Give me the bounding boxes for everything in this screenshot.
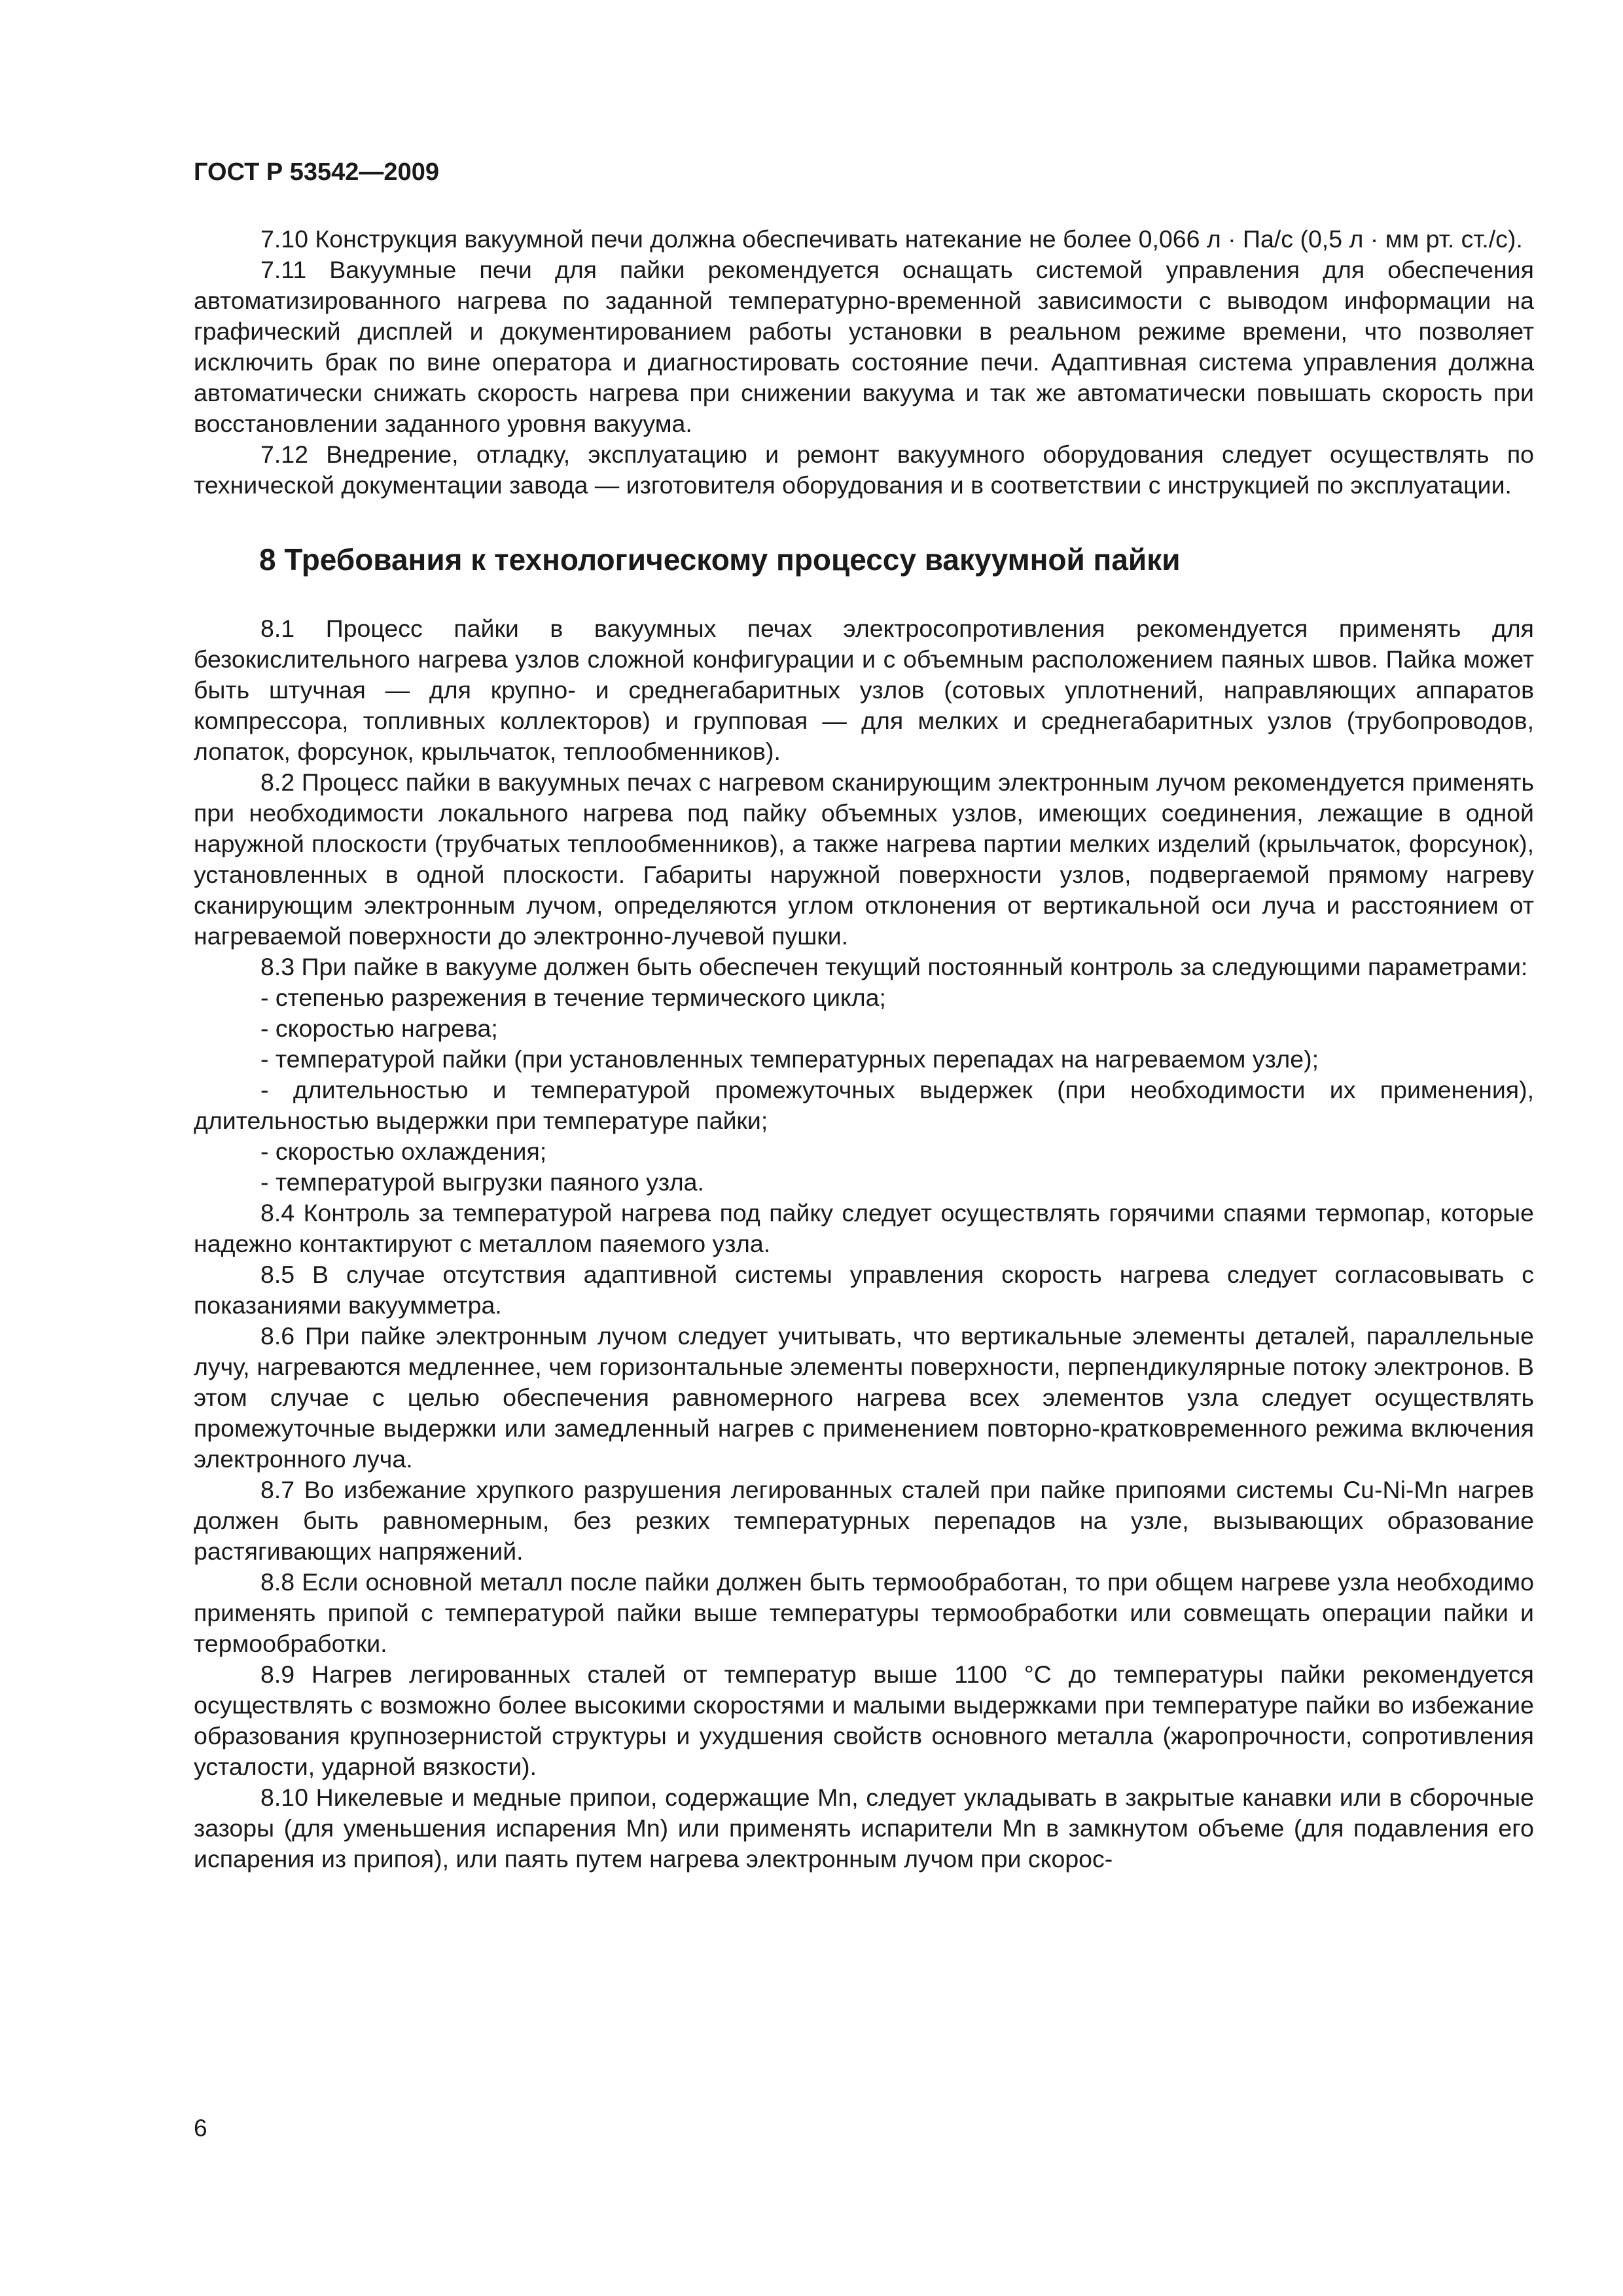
section-8-title: 8 Требования к технологическому процессу вакуумной пайки [259, 543, 1181, 577]
paragraph-8-8: 8.8 Если основной металл после пайки должен быть термообработан, то при общем нагреве узла необходимо применять припой с температурой пайки выше температуры термообработки или совмещать операции пайки и термообработки. [194, 1568, 1534, 1657]
paragraph-8-6: 8.6 При пайке электронным лучом следует учитывать, что вертикальные элементы деталей, параллельные лучу, нагреваются медленнее, чем горизонтальные элементы поверхности, перпендикулярные потоку электронов. В этом случае с целью обеспечения равномерного нагрева всех элементов узла следует осуществлять промежуточные выдержки или замедленный нагрев с применением повторно-кратковременного режима включения электронного луча. [194, 1322, 1534, 1473]
paragraph-8-4: 8.4 Контроль за температурой нагрева под пайку следует осуществлять горячими спаями термопар, которые надежно контактируют с металлом паяемого узла. [194, 1199, 1534, 1257]
paragraph-8-7: 8.7 Во избежание хрупкого разрушения легированных сталей при пайке припоями системы Cu-Ni-Mn нагрев должен быть равномерным, без резких температурных перепадов на узле, вызывающих образование растягивающих напряжений. [194, 1476, 1534, 1565]
paragraph-7-11: 7.11 Вакуумные печи для пайки рекомендуется оснащать системой управления для обеспечения автоматизированного нагрева по заданной температурно-временной зависимости с выводом информации на графический дисплей и документированием работы установки в реальном режиме времени, что позволяет исключить брак по вине оператора и диагностировать состояние печи. Адаптивная система управления должна автоматически снижать скорость нагрева при снижении вакуума и так же автоматически повышать скорость при восстановлении заданного уровня вакуума. [194, 256, 1534, 437]
paragraph-8-5: 8.5 В случае отсутствия адаптивной системы управления скорость нагрева следует согласовывать с показаниями вакуумметра. [194, 1261, 1534, 1319]
list-item-cooling-rate: - скоростью охлаждения; [260, 1138, 547, 1165]
list-item-heating-rate: - скоростью нагрева; [260, 1014, 498, 1042]
paragraph-8-10: 8.10 Никелевые и медные припои, содержащие Mn, следует укладывать в закрытые канавки или в сборочные зазоры (для уменьшения испарения Mn) или применять испарители Mn в замкнутом объеме (для подавления его испарения из припоя), или паять путем нагрева электронным лучом при скорос- [194, 1784, 1534, 1873]
list-item-unload-temperature: - температурой выгрузки паяного узла. [260, 1168, 704, 1196]
paragraph-8-9: 8.9 Нагрев легированных сталей от температур выше 1100 °С до температуры пайки рекомендуется осуществлять с возможно более высокими скоростями и малыми выдержками при температуре пайки во избежание образования крупнозернистой структуры и ухудшения свойств основного металла (жаропрочности, сопротивления усталости, ударной вязкости). [194, 1660, 1534, 1780]
paragraph-7-10: 7.10 Конструкция вакуумной печи должна обеспечивать натекание не более 0,066 л · Па/с (0,5 л · мм рт. ст./с). [260, 225, 1523, 253]
paragraph-8-1: 8.1 Процесс пайки в вакуумных печах электросопротивления рекомендуется применять для безокислительного нагрева узлов сложной конфигурации и с объемным расположением паяных швов. Пайка может быть штучная — для крупно- и среднегабаритных узлов (сотовых уплотнений, направляющих аппаратов компрессора, топливных коллекторов) и групповая — для мелких и среднегабаритных узлов (трубопроводов, лопаток, форсунок, крыльчаток, теплообменников). [194, 615, 1534, 765]
list-item-dwell-duration: - длительностью и температурой промежуточных выдержек (при необходимости их применения), длительностью выдержки при температуре пайки; [194, 1076, 1534, 1134]
document-page [194, 157, 1534, 1874]
list-item-brazing-temperature: - температурой пайки (при установленных температурных перепадах на нагреваемом узле); [260, 1045, 1319, 1073]
list-item-vacuum-degree: - степенью разрежения в течение термического цикла; [260, 984, 886, 1011]
paragraph-8-3: 8.3 При пайке в вакууме должен быть обеспечен текущий постоянный контроль за следующими параметрами: [260, 953, 1528, 980]
document-code-header: ГОСТ Р 53542—2009 [194, 158, 439, 186]
paragraph-8-2: 8.2 Процесс пайки в вакуумных печах с нагревом сканирующим электронным лучом рекомендуется применять при необходимости локального нагрева под пайку объемных узлов, имеющих соединения, лежащие в одной наружной плоскости (трубчатых теплообменников), а также нагрева партии мелких изделий (крыльчаток, форсунок), установленных в одной плоскости. Габариты наружной поверхности узлов, подвергаемой прямому нагреву сканирующим электронным лучом, определяются углом отклонения от вертикальной оси луча и расстоянием от нагреваемой поверхности до электронно-лучевой пушки. [194, 768, 1534, 950]
paragraph-7-12: 7.12 Внедрение, отладку, эксплуатацию и ремонт вакуумного оборудования следует осуществлять по технической документации завода — изготовителя оборудования и в соответствии с инструкцией по эксплуатации. [194, 440, 1534, 499]
page-number: 6 [194, 2115, 207, 2142]
